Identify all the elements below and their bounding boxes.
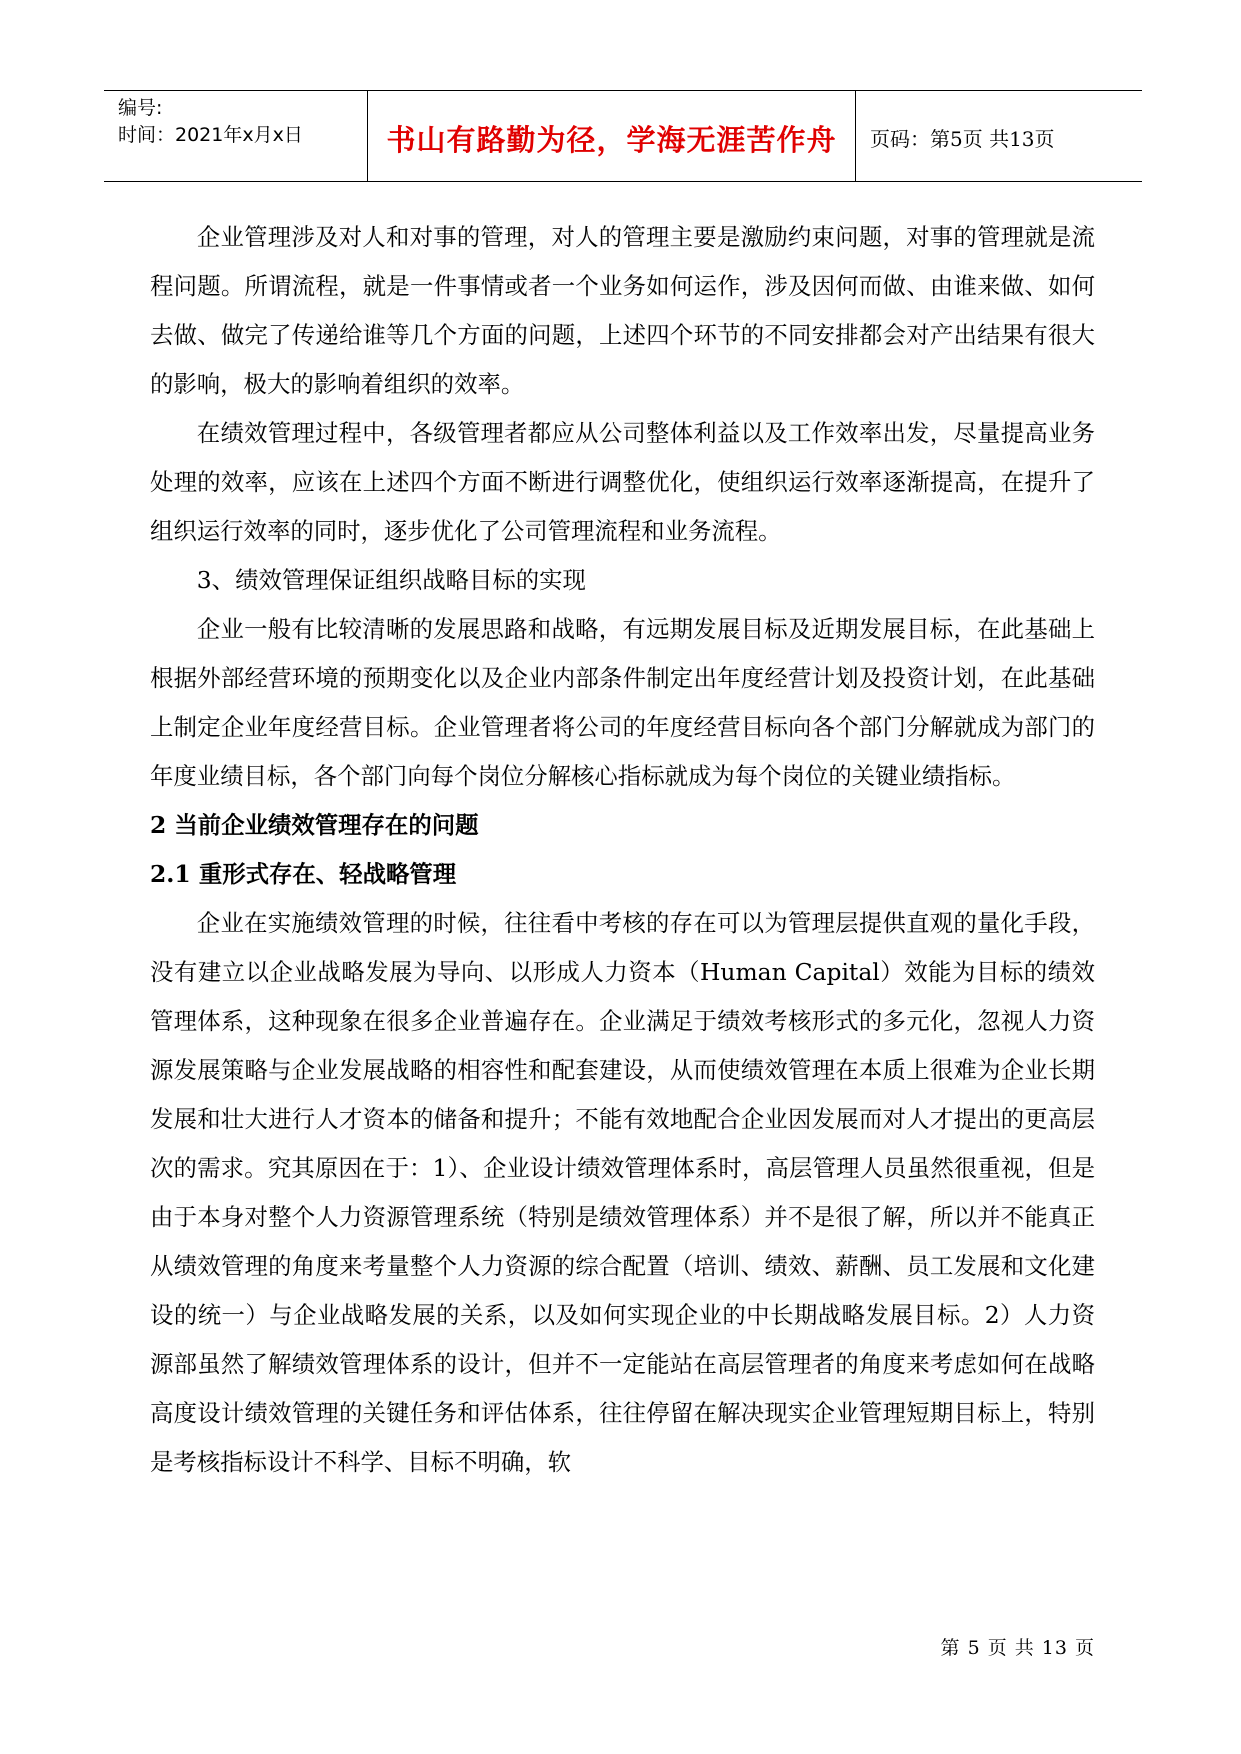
document-header — [104, 90, 1142, 182]
document-body — [150, 213, 1095, 1487]
header-motto: 书山有路勤为径，学海无涯苦作舟 — [368, 91, 856, 181]
section-heading: 2 当前企业绩效管理存在的问题 — [150, 811, 479, 839]
header-meta — [104, 91, 368, 181]
subsection-title: 3、绩效管理保证组织战略目标的实现 — [196, 566, 586, 594]
subsection-heading: 2.1 重形式存在、轻战略管理 — [150, 860, 457, 888]
document-number-label: 编号: — [118, 97, 163, 119]
header-page-info: 页码：第5页 共13页 — [870, 126, 1055, 151]
body-paragraph: 企业在实施绩效管理的时候，往往看中考核的存在可以为管理层提供直观的量化手段，没有建立以企业战略发展为导向、以形成人力资本（Human Capital）效能为目标的绩效管理体系，这种现象在很多企业普遍存在。企业满足于绩效考核形式的多元化，忽视人力资源发展策略与企业发展战略的相容性和配套建设，从而使绩效管理在本质上很难为企业长期发展和壮大进行人才资本的储备和提升；不能有效地配合企业因发展而对人才提出的更高层次的需求。究其原因在于：1）、企业设计绩效管理体系时，高层管理人员虽然很重视，但是由于本身对整个人力资源管理系统（特别是绩效管理体系）并不是很了解，所以并不能真正从绩效管理的角度来考量整个人力资源的综合配置（培训、绩效、薪酬、员工发展和文化建设的统一）与企业战略发展的关系，以及如何实现企业的中长期战略发展目标。2）人力资源部虽然了解绩效管理体系的设计，但并不一定能站在高层管理者的角度来考虑如何在战略高度设计绩效管理的关键任务和评估体系，往往停留在解决现实企业管理短期目标上，特别是考核指标设计不科学、目标不明确，软 — [150, 909, 1095, 1476]
body-paragraph: 企业一般有比较清晰的发展思路和战略，有远期发展目标及近期发展目标，在此基础上根据外部经营环境的预期变化以及企业内部条件制定出年度经营计划及投资计划，在此基础上制定企业年度经营目标。企业管理者将公司的年度经营目标向各个部门分解就成为部门的年度业绩目标，各个部门向每个岗位分解核心指标就成为每个岗位的关键业绩指标。 — [150, 615, 1095, 790]
body-paragraph: 企业管理涉及对人和对事的管理，对人的管理主要是激励约束问题，对事的管理就是流程问题。所谓流程，就是一件事情或者一个业务如何运作，涉及因何而做、由谁来做、如何去做、做完了传递给谁等几个方面的问题，上述四个环节的不同安排都会对产出结果有很大的影响，极大的影响着组织的效率。 — [150, 223, 1095, 398]
document-time-label: 时间：2021年x月x日 — [118, 124, 303, 146]
page-footer: 第 5 页 共 13 页 — [940, 1637, 1095, 1659]
body-paragraph: 在绩效管理过程中，各级管理者都应从公司整体利益以及工作效率出发，尽量提高业务处理的效率，应该在上述四个方面不断进行调整优化，使组织运行效率逐渐提高，在提升了组织运行效率的同时，逐步优化了公司管理流程和业务流程。 — [150, 419, 1095, 545]
